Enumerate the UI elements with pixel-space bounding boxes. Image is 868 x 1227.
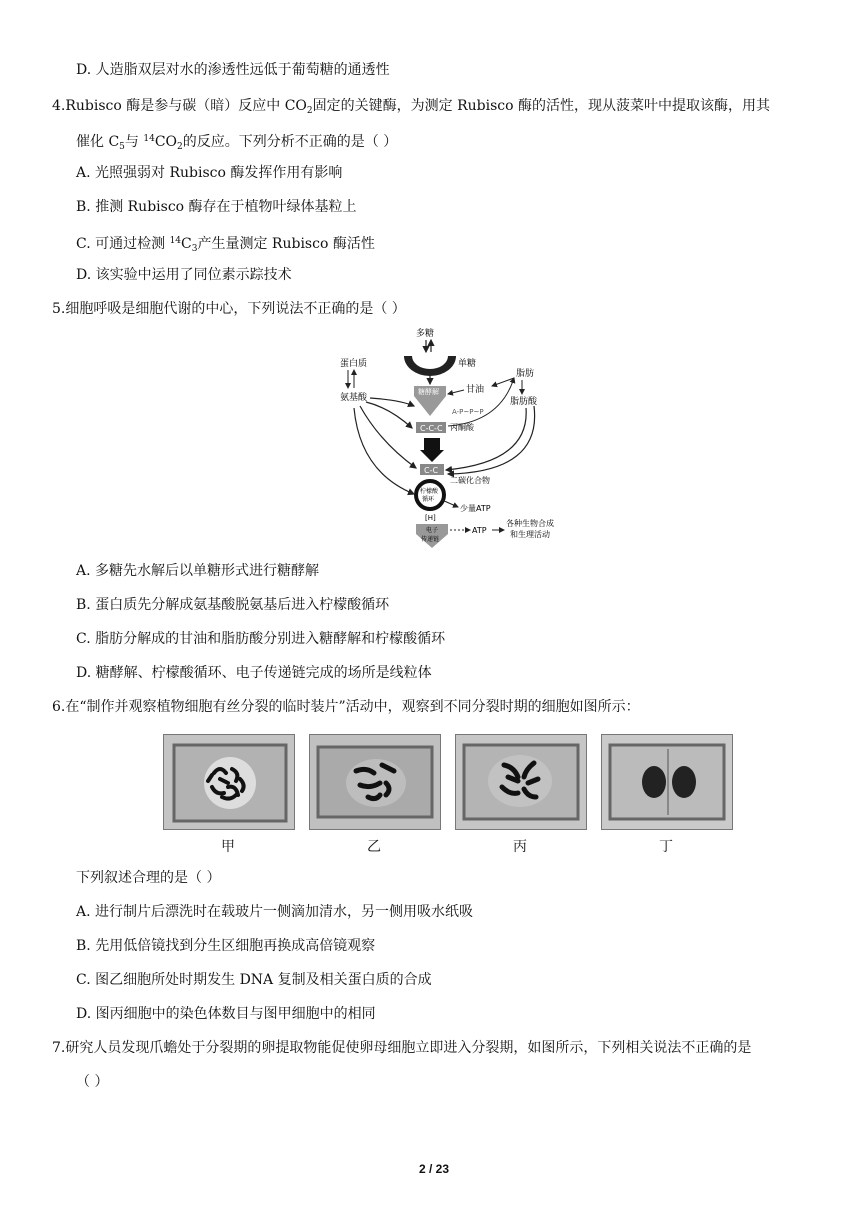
q6-option-b: B. 先用低倍镜找到分生区细胞再换成高倍镜观察 xyxy=(76,938,376,954)
label-atp: ATP xyxy=(472,526,487,535)
q5-option-a: A. 多糖先水解后以单糖形式进行糖酵解 xyxy=(76,563,320,579)
micrograph-ding xyxy=(601,734,733,830)
label-amino-acid: 氨基酸 xyxy=(340,393,368,403)
q4-stem-line1: 4.Rubisco 酶是参与碳（暗）反应中 $CO_2$固定的关键酶，为测定 Rubisco 酶的活性，现从菠菜叶中提取该酶，用其 xyxy=(52,98,770,116)
label-tca-2: 循环 xyxy=(422,496,435,503)
q4-option-b: B. 推测 Rubisco 酶存在于植物叶绿体基粒上 xyxy=(76,199,357,215)
q6-option-d: D. 图丙细胞中的染色体数目与图甲细胞中的相同 xyxy=(76,1006,376,1022)
label-atp-formula: A-P~P~P xyxy=(452,408,484,416)
q4-option-a: A. 光照强弱对 Rubisco 酶发挥作用有影响 xyxy=(76,165,343,181)
q6-lead: 下列叙述合理的是（ ） xyxy=(76,870,221,886)
label-etc-2: 传递链 xyxy=(421,536,440,543)
label-pyruvate: 丙酮酸 xyxy=(450,423,474,432)
label-little-atp: 少量ATP xyxy=(460,504,491,513)
q5-option-d: D. 糖酵解、柠檬酸循环、电子传递链完成的场所是线粒体 xyxy=(76,665,432,681)
micrograph-bing xyxy=(455,734,587,830)
label-monosaccharide: 单糖 xyxy=(458,359,477,369)
q4-option-d: D. 该实验中运用了同位素示踪技术 xyxy=(76,267,292,283)
q7-stem: 7.研究人员发现爪蟾处于分裂期的卵提取物能促使卵母细胞立即进入分裂期，如图所示，下列相关说法不正确的是 xyxy=(52,1040,752,1056)
label-co2: 二碳化合物 xyxy=(450,476,490,485)
q5-option-c: C. 脂肪分解成的甘油和脂肪酸分别进入糖酵解和柠檬酸循环 xyxy=(76,631,446,647)
micrograph-jia xyxy=(163,734,295,830)
label-protein: 蛋白质 xyxy=(340,359,368,369)
label-use-2: 和生理活动 xyxy=(510,530,550,539)
q7-paren: （ ） xyxy=(76,1074,109,1090)
q4-stem-line2: 催化 $C_5$与 $^{14}CO_2$的反应。下列分析不正确的是（ ） xyxy=(76,134,398,152)
label-fat: 脂肪 xyxy=(516,369,535,379)
q3-option-d: D. 人造脂双层对水的渗透性远低于葡萄糖的通透性 xyxy=(76,62,390,78)
label-fatty-acid: 脂肪酸 xyxy=(510,397,538,407)
label-cc: C-C xyxy=(424,466,439,475)
page-number: 2 / 23 xyxy=(418,1162,450,1176)
label-etc-1: 电子 xyxy=(426,527,439,534)
q5-stem: 5.细胞呼吸是细胞代谢的中心，下列说法不正确的是（ ） xyxy=(52,301,406,317)
cell-respiration-diagram xyxy=(330,322,580,550)
label-use-1: 各种生物合成 xyxy=(506,519,554,528)
label-polysaccharide: 多糖 xyxy=(416,329,435,339)
micrograph-yi xyxy=(309,734,441,830)
q5-option-b: B. 蛋白质先分解成氨基酸脱氨基后进入柠檬酸循环 xyxy=(76,597,390,613)
q6-option-a: A. 进行制片后漂洗时在载玻片一侧滴加清水，另一侧用吸水纸吸 xyxy=(76,904,474,920)
label-yi: 乙 xyxy=(367,839,381,855)
q6-option-c: C. 图乙细胞所处时期发生 DNA 复制及相关蛋白质的合成 xyxy=(76,972,432,988)
label-jia: 甲 xyxy=(221,839,235,855)
label-bing: 丙 xyxy=(513,839,527,855)
label-ccc: C-C-C xyxy=(420,424,443,433)
label-glycolysis: 糖酵解 xyxy=(418,388,439,396)
label-ding: 丁 xyxy=(659,839,673,855)
label-h: [H] xyxy=(425,514,436,522)
label-glycerol: 甘油 xyxy=(466,385,485,395)
q6-stem: 6.在“制作并观察植物细胞有丝分裂的临时装片”活动中，观察到不同分裂时期的细胞如图所示： xyxy=(52,699,640,715)
label-tca-1: 柠檬酸 xyxy=(420,488,439,495)
q4-option-c: C. 可通过检测 $^{14}C_3$产生量测定 Rubisco 酶活性 xyxy=(76,236,375,254)
